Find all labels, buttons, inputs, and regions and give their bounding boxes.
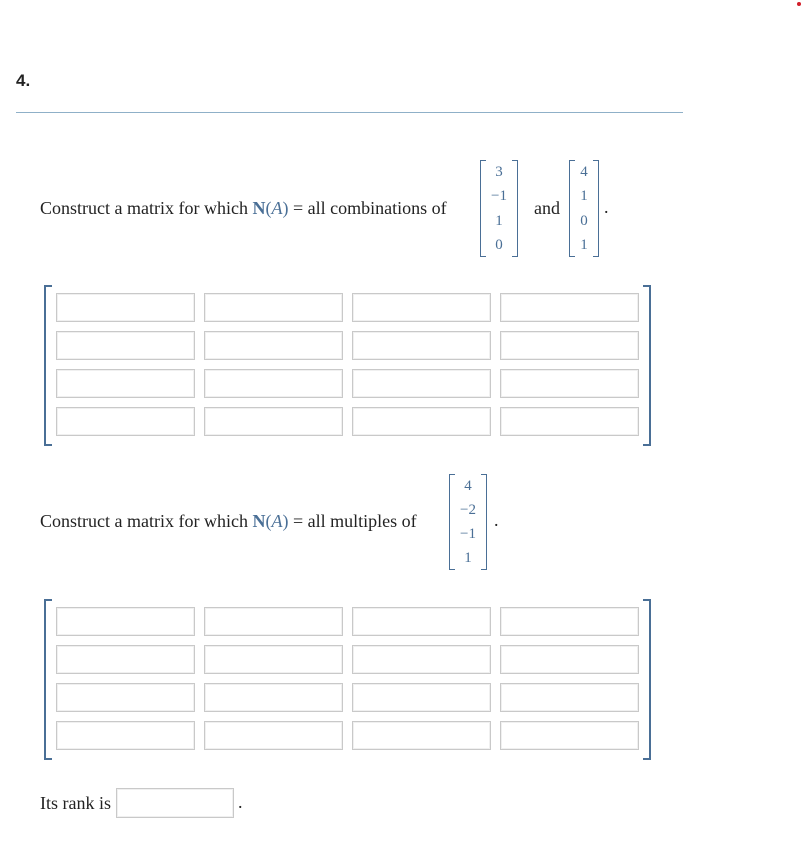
part2-equals: = [288,511,308,531]
part2-nullspace-symbol: N [252,511,266,531]
matrix-cell-r2c4[interactable] [500,331,639,360]
part2-var-a: A [271,511,283,531]
vector-entry: 0 [495,236,503,253]
matrix-cell-r1c1[interactable] [56,293,195,322]
vector-entry: −2 [460,502,476,518]
matrix-cell-r4c1[interactable] [56,721,195,750]
vector-entry: −1 [491,188,507,205]
vector-entry: 1 [580,188,588,205]
problem-number: 4. [16,71,31,90]
matrix-cell-r3c4[interactable] [500,683,639,712]
vector-entry: 4 [464,478,472,494]
status-dot-icon [797,2,801,6]
part1-equals: = [288,198,308,218]
matrix-cell-r1c2[interactable] [204,607,343,636]
matrix-cell-r2c2[interactable] [204,645,343,674]
part1-nullspace-symbol: N [252,198,266,218]
vector-entry: −1 [460,526,476,542]
vector-entry: 3 [495,164,503,181]
part2-answer-matrix [44,599,651,760]
part2-vector [449,474,487,570]
part1-prompt-start: Construct a matrix for which [40,198,253,218]
part2-paren-close: ) [282,511,289,531]
part1-prompt [40,197,447,219]
matrix-cell-r3c2[interactable] [204,369,343,398]
vector-entry: 4 [580,164,588,181]
part1-answer-matrix [44,285,651,446]
vector-entry: 0 [580,212,588,229]
matrix-cell-r1c2[interactable] [204,293,343,322]
part2-period: . [494,510,499,530]
matrix-cell-r4c3[interactable] [352,721,491,750]
rank-period: . [238,792,243,812]
part1-vector-1 [480,160,518,257]
matrix-cell-r1c4[interactable] [500,607,639,636]
matrix-cell-r4c4[interactable] [500,407,639,436]
matrix-cell-r4c2[interactable] [204,407,343,436]
matrix-cell-r3c3[interactable] [352,369,491,398]
part1-vector-2 [569,160,599,257]
vector-entry: 1 [495,212,503,229]
matrix-cell-r4c4[interactable] [500,721,639,750]
matrix-cell-r2c3[interactable] [352,645,491,674]
part1-var-a: A [271,198,283,218]
matrix-cell-r3c2[interactable] [204,683,343,712]
part1-paren-open: ( [265,198,272,218]
matrix-cell-r4c1[interactable] [56,407,195,436]
matrix-bracket-left [44,285,52,446]
matrix-cell-r3c1[interactable] [56,369,195,398]
matrix-cell-r4c3[interactable] [352,407,491,436]
matrix-cell-r4c2[interactable] [204,721,343,750]
matrix-cell-r3c4[interactable] [500,369,639,398]
part1-conjunction: and [534,198,560,218]
part2-prompt-end: all multiples of [307,511,417,531]
matrix-bracket-right [643,599,651,760]
vector-entry: 1 [464,550,472,566]
matrix-cell-r3c3[interactable] [352,683,491,712]
rank-input[interactable] [116,788,234,818]
matrix-cell-r1c1[interactable] [56,607,195,636]
matrix-cell-r2c1[interactable] [56,645,195,674]
part1-period: . [604,197,609,217]
section-divider [16,112,683,113]
part2-prompt-start: Construct a matrix for which [40,511,253,531]
part1-paren-close: ) [282,198,289,218]
matrix-cell-r2c1[interactable] [56,331,195,360]
matrix-bracket-left [44,599,52,760]
rank-label: Its rank is [40,793,111,813]
vector-entry: 1 [580,236,588,253]
matrix-cell-r2c4[interactable] [500,645,639,674]
matrix-cell-r2c3[interactable] [352,331,491,360]
matrix-bracket-right [643,285,651,446]
matrix-cell-r3c1[interactable] [56,683,195,712]
matrix-cell-r1c4[interactable] [500,293,639,322]
matrix-cell-r2c2[interactable] [204,331,343,360]
part2-prompt [40,510,417,532]
matrix-cell-r1c3[interactable] [352,607,491,636]
part1-prompt-end: all combinations of [307,198,447,218]
part2-paren-open: ( [265,511,272,531]
matrix-cell-r1c3[interactable] [352,293,491,322]
